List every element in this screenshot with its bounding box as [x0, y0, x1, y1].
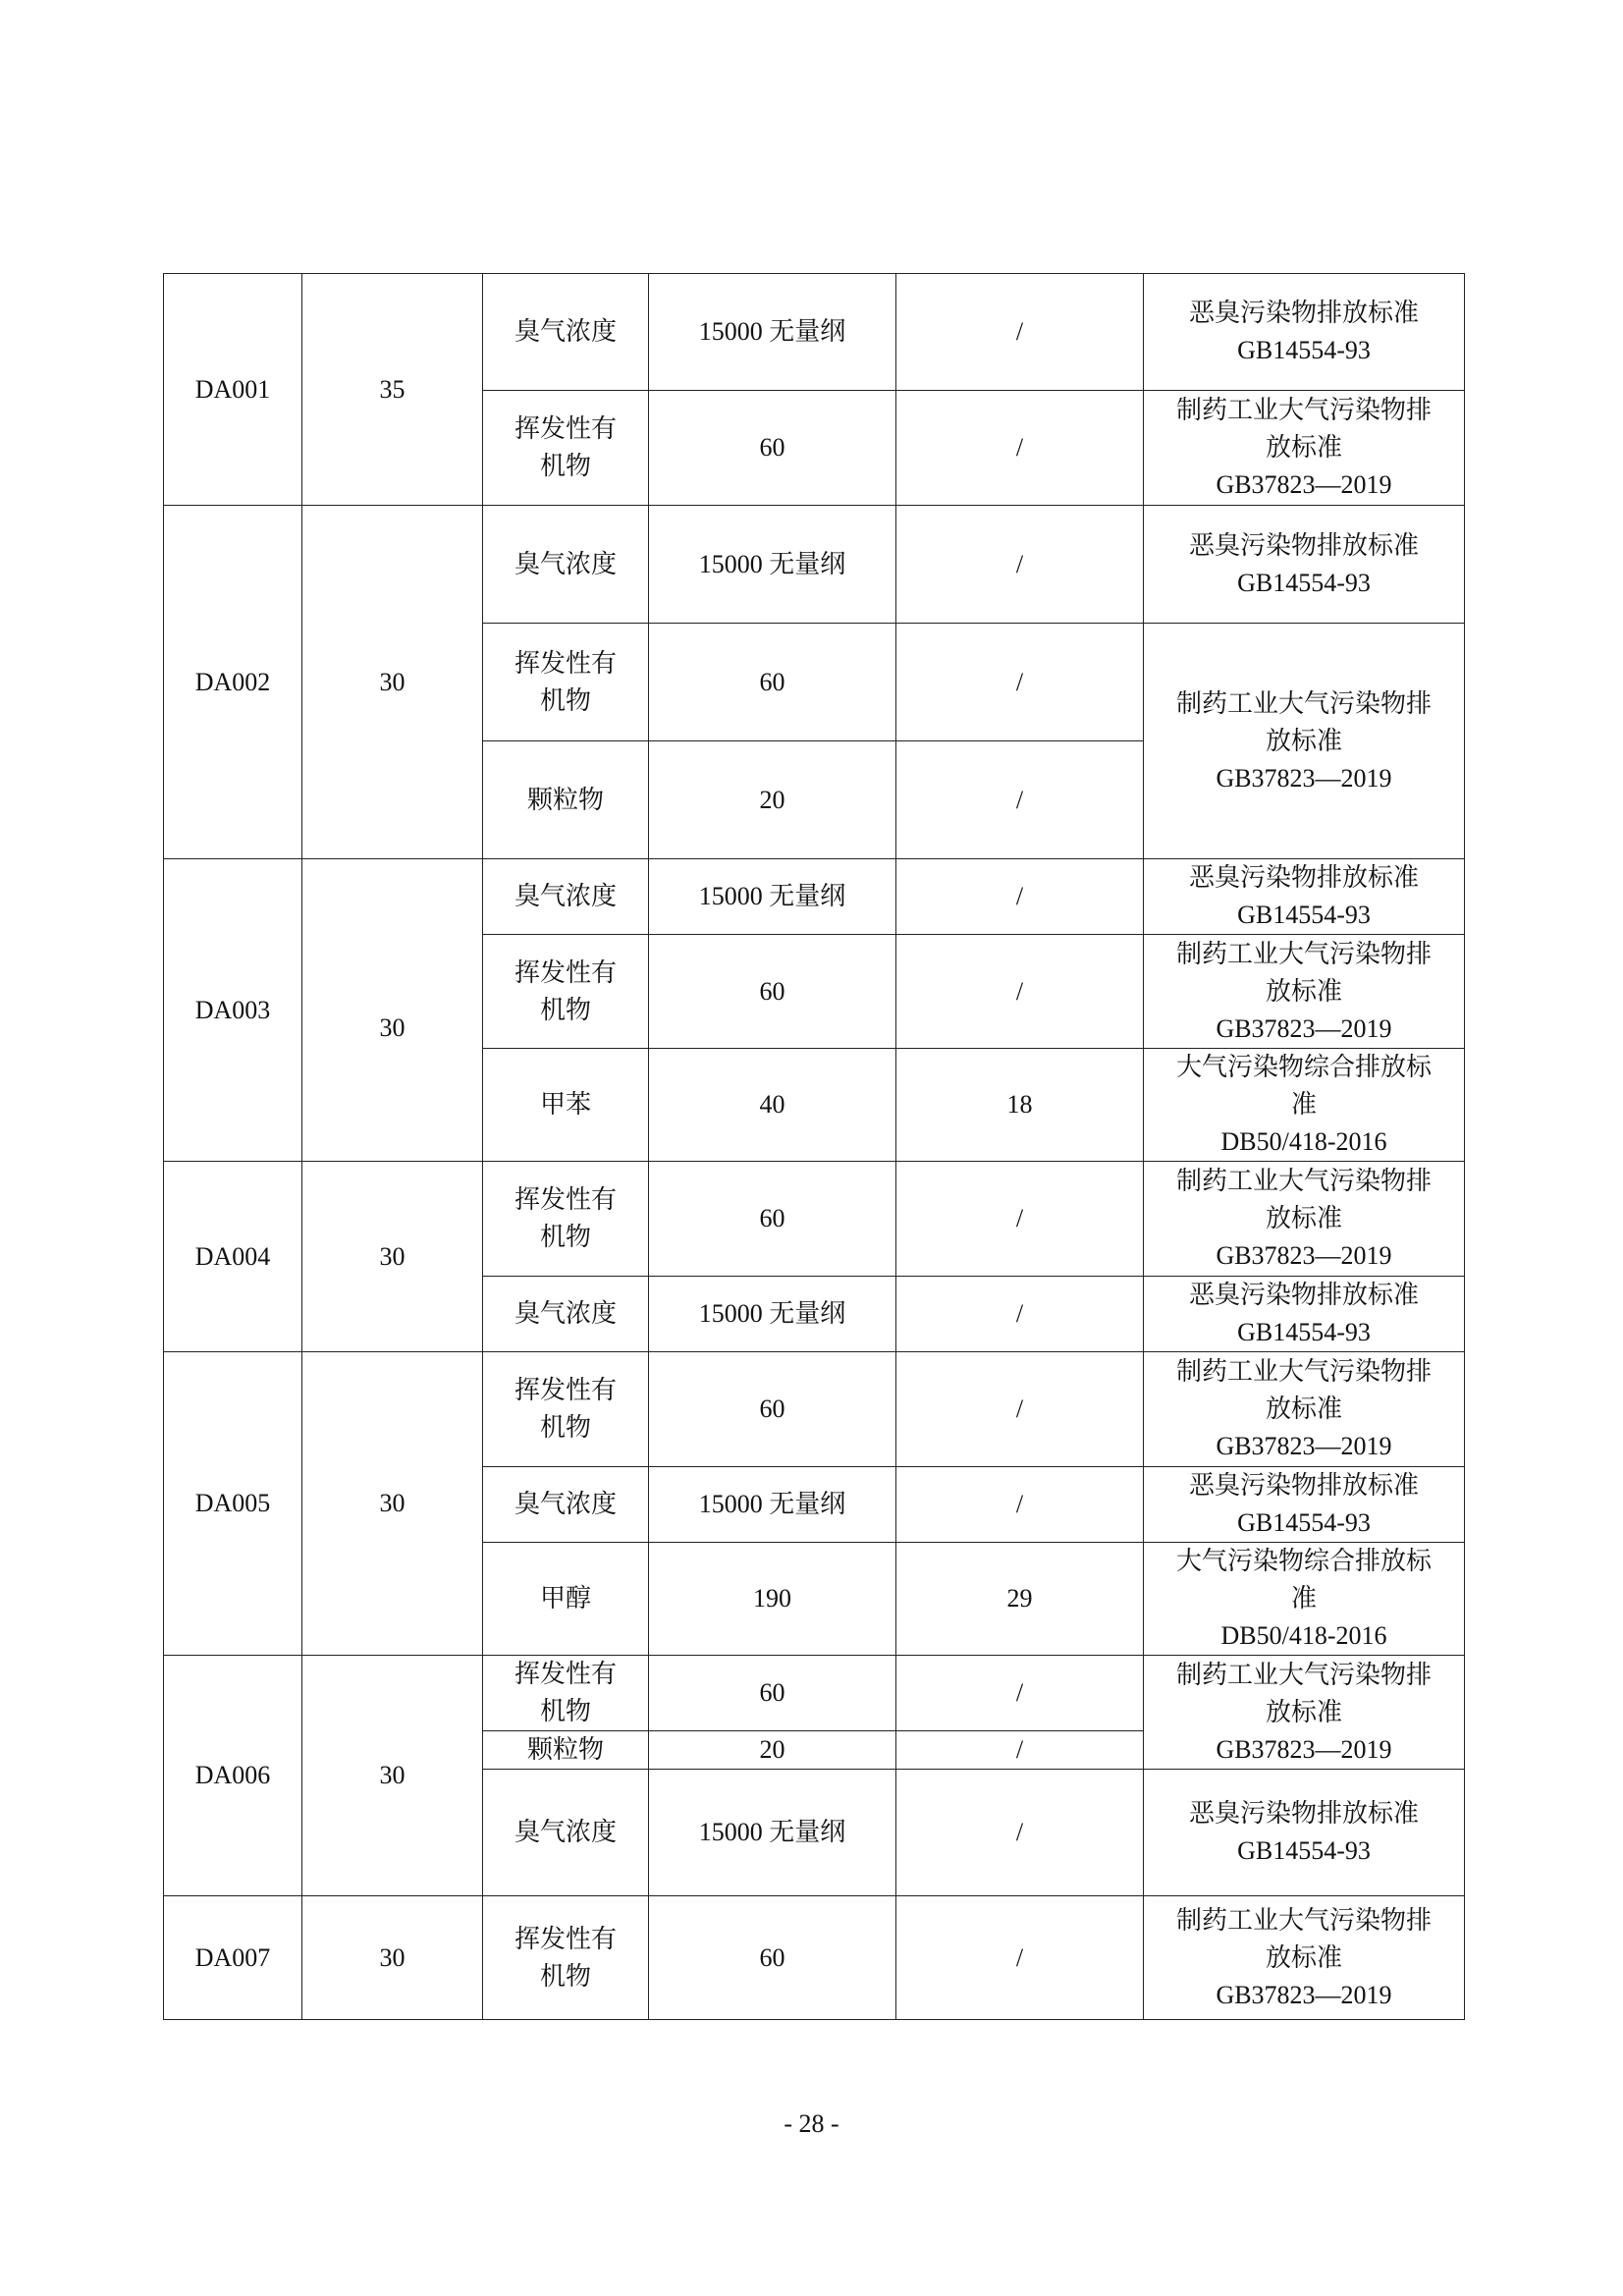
outlet-id: DA002: [164, 506, 302, 859]
outlet-id: DA005: [164, 1352, 302, 1656]
standard: 恶臭污染物排放标准 GB14554-93: [1144, 274, 1465, 391]
emission-rate: /: [896, 1277, 1144, 1352]
concentration-limit: 15000 无量纲: [649, 1467, 896, 1543]
concentration-limit: 60: [649, 1162, 896, 1277]
outlet-id: DA003: [164, 859, 302, 1162]
outlet-id: DA001: [164, 274, 302, 506]
concentration-limit: 60: [649, 391, 896, 506]
standard: 恶臭污染物排放标准 GB14554-93: [1144, 1770, 1465, 1896]
pollutant: 挥发性有 机物: [483, 1896, 649, 2020]
standard: 大气污染物综合排放标 准 DB50/418-2016: [1144, 1049, 1465, 1162]
stack-height: 30: [302, 506, 483, 859]
concentration-limit: 15000 无量纲: [649, 274, 896, 391]
concentration-limit: 20: [649, 1731, 896, 1770]
stack-height: 30: [302, 859, 483, 1162]
standard: 大气污染物综合排放标 准 DB50/418-2016: [1144, 1543, 1465, 1656]
emission-rate: /: [896, 1656, 1144, 1731]
table-row: [164, 506, 1465, 624]
pollutant: 挥发性有 机物: [483, 1656, 649, 1731]
emission-rate: 18: [896, 1049, 1144, 1162]
stack-height: 30: [302, 1656, 483, 1896]
emission-rate: /: [896, 935, 1144, 1049]
concentration-limit: 15000 无量纲: [649, 1277, 896, 1352]
pollutant: 挥发性有 机物: [483, 935, 649, 1049]
emission-standards-table: [163, 273, 1465, 2020]
standard: 制药工业大气污染物排 放标准 GB37823—2019: [1144, 1162, 1465, 1277]
pollutant: 臭气浓度: [483, 274, 649, 391]
concentration-limit: 60: [649, 1896, 896, 2020]
concentration-limit: 60: [649, 1352, 896, 1467]
emission-rate: /: [896, 741, 1144, 859]
standard: 制药工业大气污染物排 放标准 GB37823—2019: [1144, 1352, 1465, 1467]
pollutant: 颗粒物: [483, 741, 649, 859]
emission-rate: /: [896, 1770, 1144, 1896]
table-row: [164, 1352, 1465, 1467]
table-row: [164, 859, 1465, 935]
standard: 制药工业大气污染物排 放标准 GB37823—2019: [1144, 1656, 1465, 1770]
emission-rate: /: [896, 506, 1144, 624]
concentration-limit: 60: [649, 1656, 896, 1731]
emission-rate: /: [896, 1352, 1144, 1467]
standard: 恶臭污染物排放标准 GB14554-93: [1144, 1467, 1465, 1543]
pollutant: 挥发性有 机物: [483, 391, 649, 506]
outlet-id: DA007: [164, 1896, 302, 2020]
pollutant: 甲苯: [483, 1049, 649, 1162]
standard: 制药工业大气污染物排 放标准 GB37823—2019: [1144, 391, 1465, 506]
emission-rate: /: [896, 1467, 1144, 1543]
pollutant: 甲醇: [483, 1543, 649, 1656]
pollutant: 臭气浓度: [483, 859, 649, 935]
table-row: [164, 274, 1465, 391]
standard: 恶臭污染物排放标准 GB14554-93: [1144, 506, 1465, 624]
emission-rate: /: [896, 1162, 1144, 1277]
emission-rate: /: [896, 1896, 1144, 2020]
stack-height: 30: [302, 1162, 483, 1352]
outlet-id: DA004: [164, 1162, 302, 1352]
emission-rate: /: [896, 859, 1144, 935]
table-row: [164, 1896, 1465, 2020]
table-row: [164, 1162, 1465, 1277]
pollutant: 挥发性有 机物: [483, 1352, 649, 1467]
pollutant: 挥发性有 机物: [483, 624, 649, 741]
pollutant: 臭气浓度: [483, 1467, 649, 1543]
standard: 恶臭污染物排放标准 GB14554-93: [1144, 859, 1465, 935]
stack-height: 35: [302, 274, 483, 506]
concentration-limit: 15000 无量纲: [649, 506, 896, 624]
concentration-limit: 15000 无量纲: [649, 859, 896, 935]
pollutant: 臭气浓度: [483, 506, 649, 624]
emission-rate: /: [896, 624, 1144, 741]
table-row: [164, 1656, 1465, 1731]
pollutant: 臭气浓度: [483, 1277, 649, 1352]
emission-rate: 29: [896, 1543, 1144, 1656]
concentration-limit: 60: [649, 935, 896, 1049]
emission-rate: /: [896, 391, 1144, 506]
standard: 制药工业大气污染物排 放标准 GB37823—2019: [1144, 624, 1465, 859]
pollutant: 臭气浓度: [483, 1770, 649, 1896]
stack-height: 30: [302, 1896, 483, 2020]
concentration-limit: 190: [649, 1543, 896, 1656]
pollutant: 颗粒物: [483, 1731, 649, 1770]
outlet-id: DA006: [164, 1656, 302, 1896]
standard: 恶臭污染物排放标准 GB14554-93: [1144, 1277, 1465, 1352]
page-number: - 28 -: [784, 2109, 839, 2138]
concentration-limit: 20: [649, 741, 896, 859]
standard: 制药工业大气污染物排 放标准 GB37823—2019: [1144, 935, 1465, 1049]
stack-height: 30: [302, 1352, 483, 1656]
standard: 制药工业大气污染物排 放标准 GB37823—2019: [1144, 1896, 1465, 2020]
pollutant: 挥发性有 机物: [483, 1162, 649, 1277]
concentration-limit: 40: [649, 1049, 896, 1162]
emission-rate: /: [896, 1731, 1144, 1770]
concentration-limit: 15000 无量纲: [649, 1770, 896, 1896]
emission-rate: /: [896, 274, 1144, 391]
concentration-limit: 60: [649, 624, 896, 741]
